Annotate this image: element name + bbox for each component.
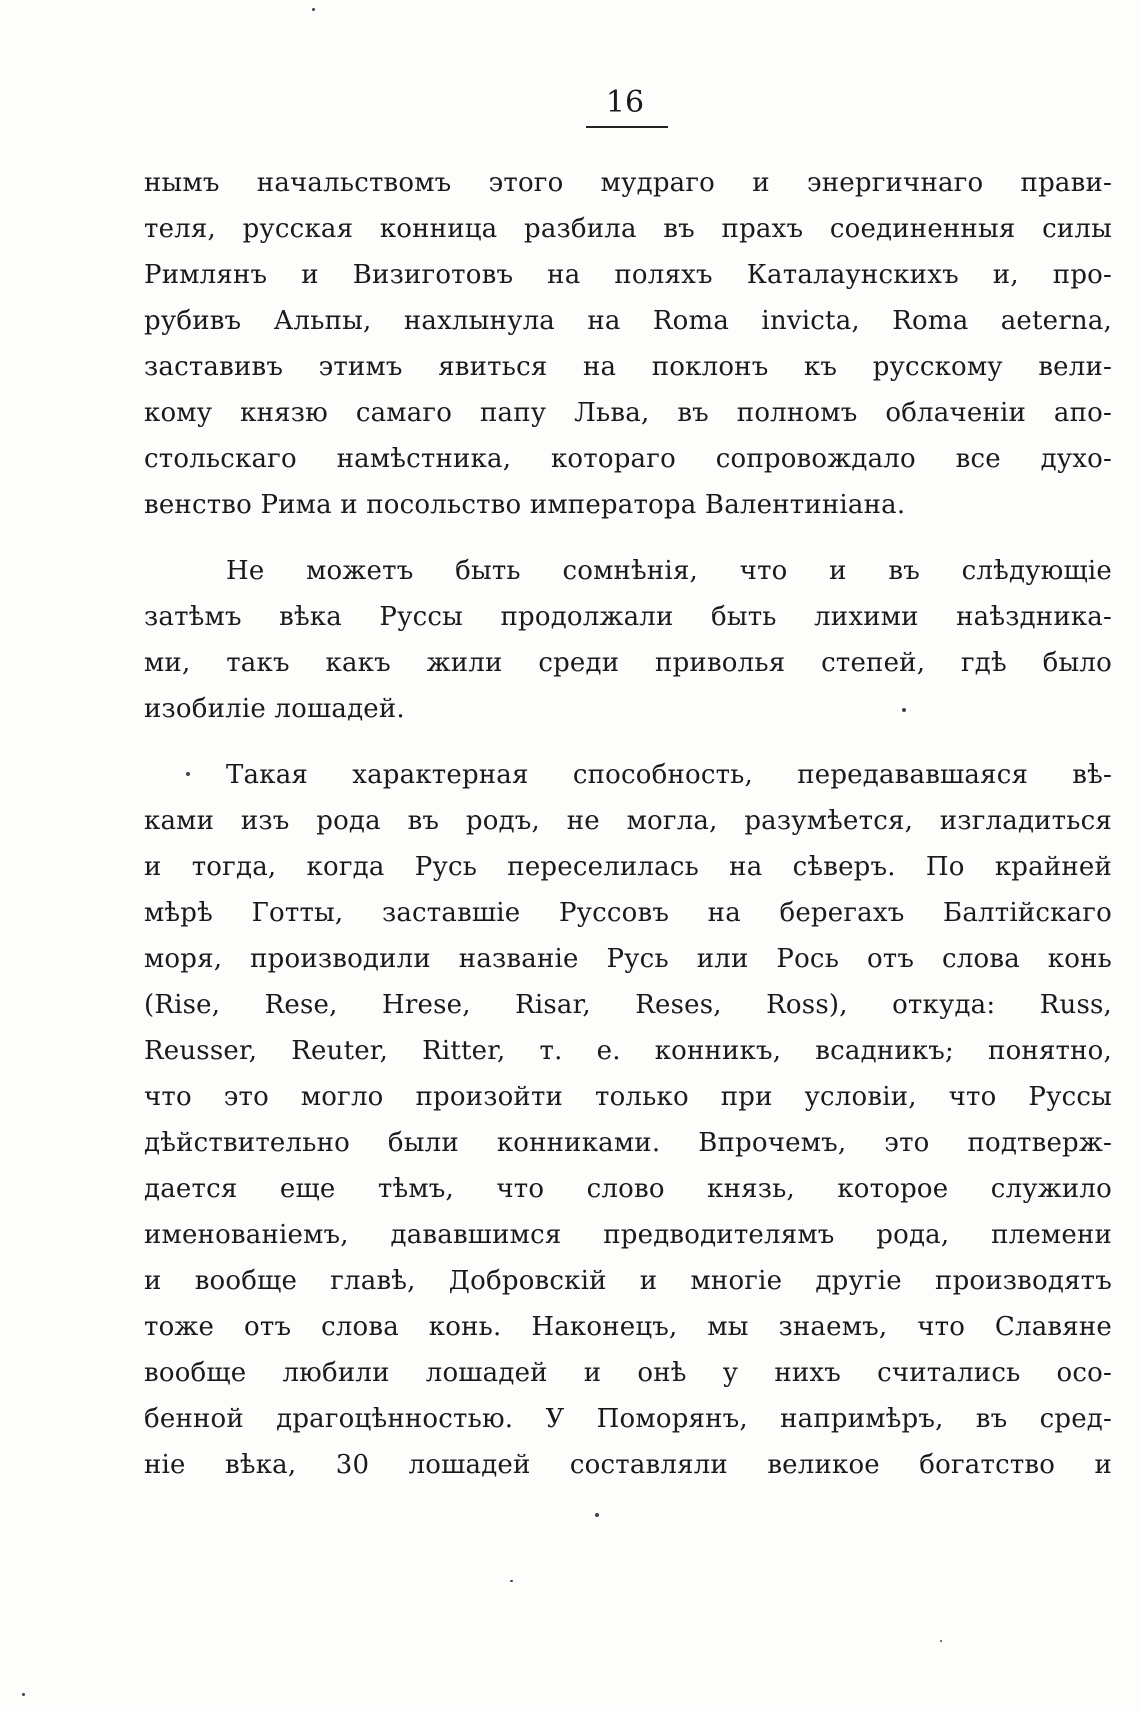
- text-line: Такая характерная способность, передававшаяся вѣ-: [226, 760, 1112, 790]
- text-line: венство Рима и посольство императора Валентиніана.: [144, 490, 906, 520]
- text-line: ками изъ рода въ родъ, не могла, разумѣется, изгладиться: [144, 806, 1112, 836]
- text-line: ніе вѣка, 30 лошадей составляли великое богатство и: [144, 1450, 1112, 1480]
- text-line: стольскаго намѣстника, котораго сопровождало все духо-: [144, 444, 1112, 474]
- text-line: и вообще главѣ, Добровскій и многіе другіе производятъ: [144, 1266, 1112, 1296]
- scan-speck: [595, 1513, 599, 1517]
- scan-speck: [902, 708, 906, 712]
- text-line: заставивъ этимъ явиться на поклонъ къ русскому вели-: [144, 352, 1112, 382]
- text-line: дѣйствительно были конниками. Впрочемъ, это подтверж-: [144, 1128, 1112, 1158]
- page-number: 16: [605, 85, 645, 120]
- paragraph-2: [144, 548, 1112, 732]
- page-number-rule: [586, 126, 668, 128]
- text-line: ми, такъ какъ жили среди приволья степей, гдѣ было: [144, 648, 1112, 678]
- text-line: вообще любили лошадей и онѣ у нихъ считались осо-: [144, 1358, 1112, 1388]
- text-line: что это могло произойти только при условіи, что Руссы: [144, 1082, 1112, 1112]
- paragraph-1: [144, 160, 1112, 528]
- text-line: мѣрѣ Готты, заставшіе Руссовъ на берегахъ Балтійскаго: [144, 898, 1112, 928]
- scan-speck: [940, 1640, 942, 1642]
- text-line: нымъ начальствомъ этого мудраго и энергичнаго прави-: [144, 168, 1112, 198]
- text-line: рубивъ Альпы, нахлынула на Roma invicta, Roma aeterna,: [144, 306, 1112, 336]
- paragraph-3: [144, 752, 1112, 1488]
- text-line: тоже отъ слова конь. Наконецъ, мы знаемъ, что Славяне: [144, 1312, 1112, 1342]
- text-line: Римлянъ и Визиготовъ на поляхъ Каталаунскихъ и, про-: [144, 260, 1112, 290]
- text-line: и тогда, когда Русь переселилась на сѣверъ. По крайней: [144, 852, 1112, 882]
- text-line: Не можетъ быть сомнѣнія, что и въ слѣдующіе: [226, 556, 1112, 586]
- scan-speck: [510, 1580, 513, 1582]
- text-line: теля, русская конница разбила въ прахъ соединенныя силы: [144, 214, 1112, 244]
- text-line: Reusser, Reuter, Ritter, т. е. конникъ, всадникъ; понятно,: [144, 1036, 1112, 1066]
- scan-speck: [22, 1693, 25, 1696]
- text-line: моря, производили названіе Русь или Рось отъ слова конь: [144, 944, 1112, 974]
- text-line: бенной драгоцѣнностью. У Поморянъ, напримѣръ, въ сред-: [144, 1404, 1112, 1434]
- text-line: затѣмъ вѣка Руссы продолжали быть лихими наѣздника-: [144, 602, 1112, 632]
- text-line: изобиліе лошадей.: [144, 694, 405, 724]
- scan-speck: [312, 8, 315, 11]
- scan-speck: [186, 772, 190, 776]
- text-line: дается еще тѣмъ, что слово князь, которое служило: [144, 1174, 1112, 1204]
- text-line: (Rise, Rese, Hrese, Risar, Reses, Ross), откуда: Russ,: [144, 990, 1112, 1020]
- text-line: именованіемъ, дававшимся предводителямъ рода, племени: [144, 1220, 1112, 1250]
- text-line: кому князю самаго папу Льва, въ полномъ облаченіи апо-: [144, 398, 1112, 428]
